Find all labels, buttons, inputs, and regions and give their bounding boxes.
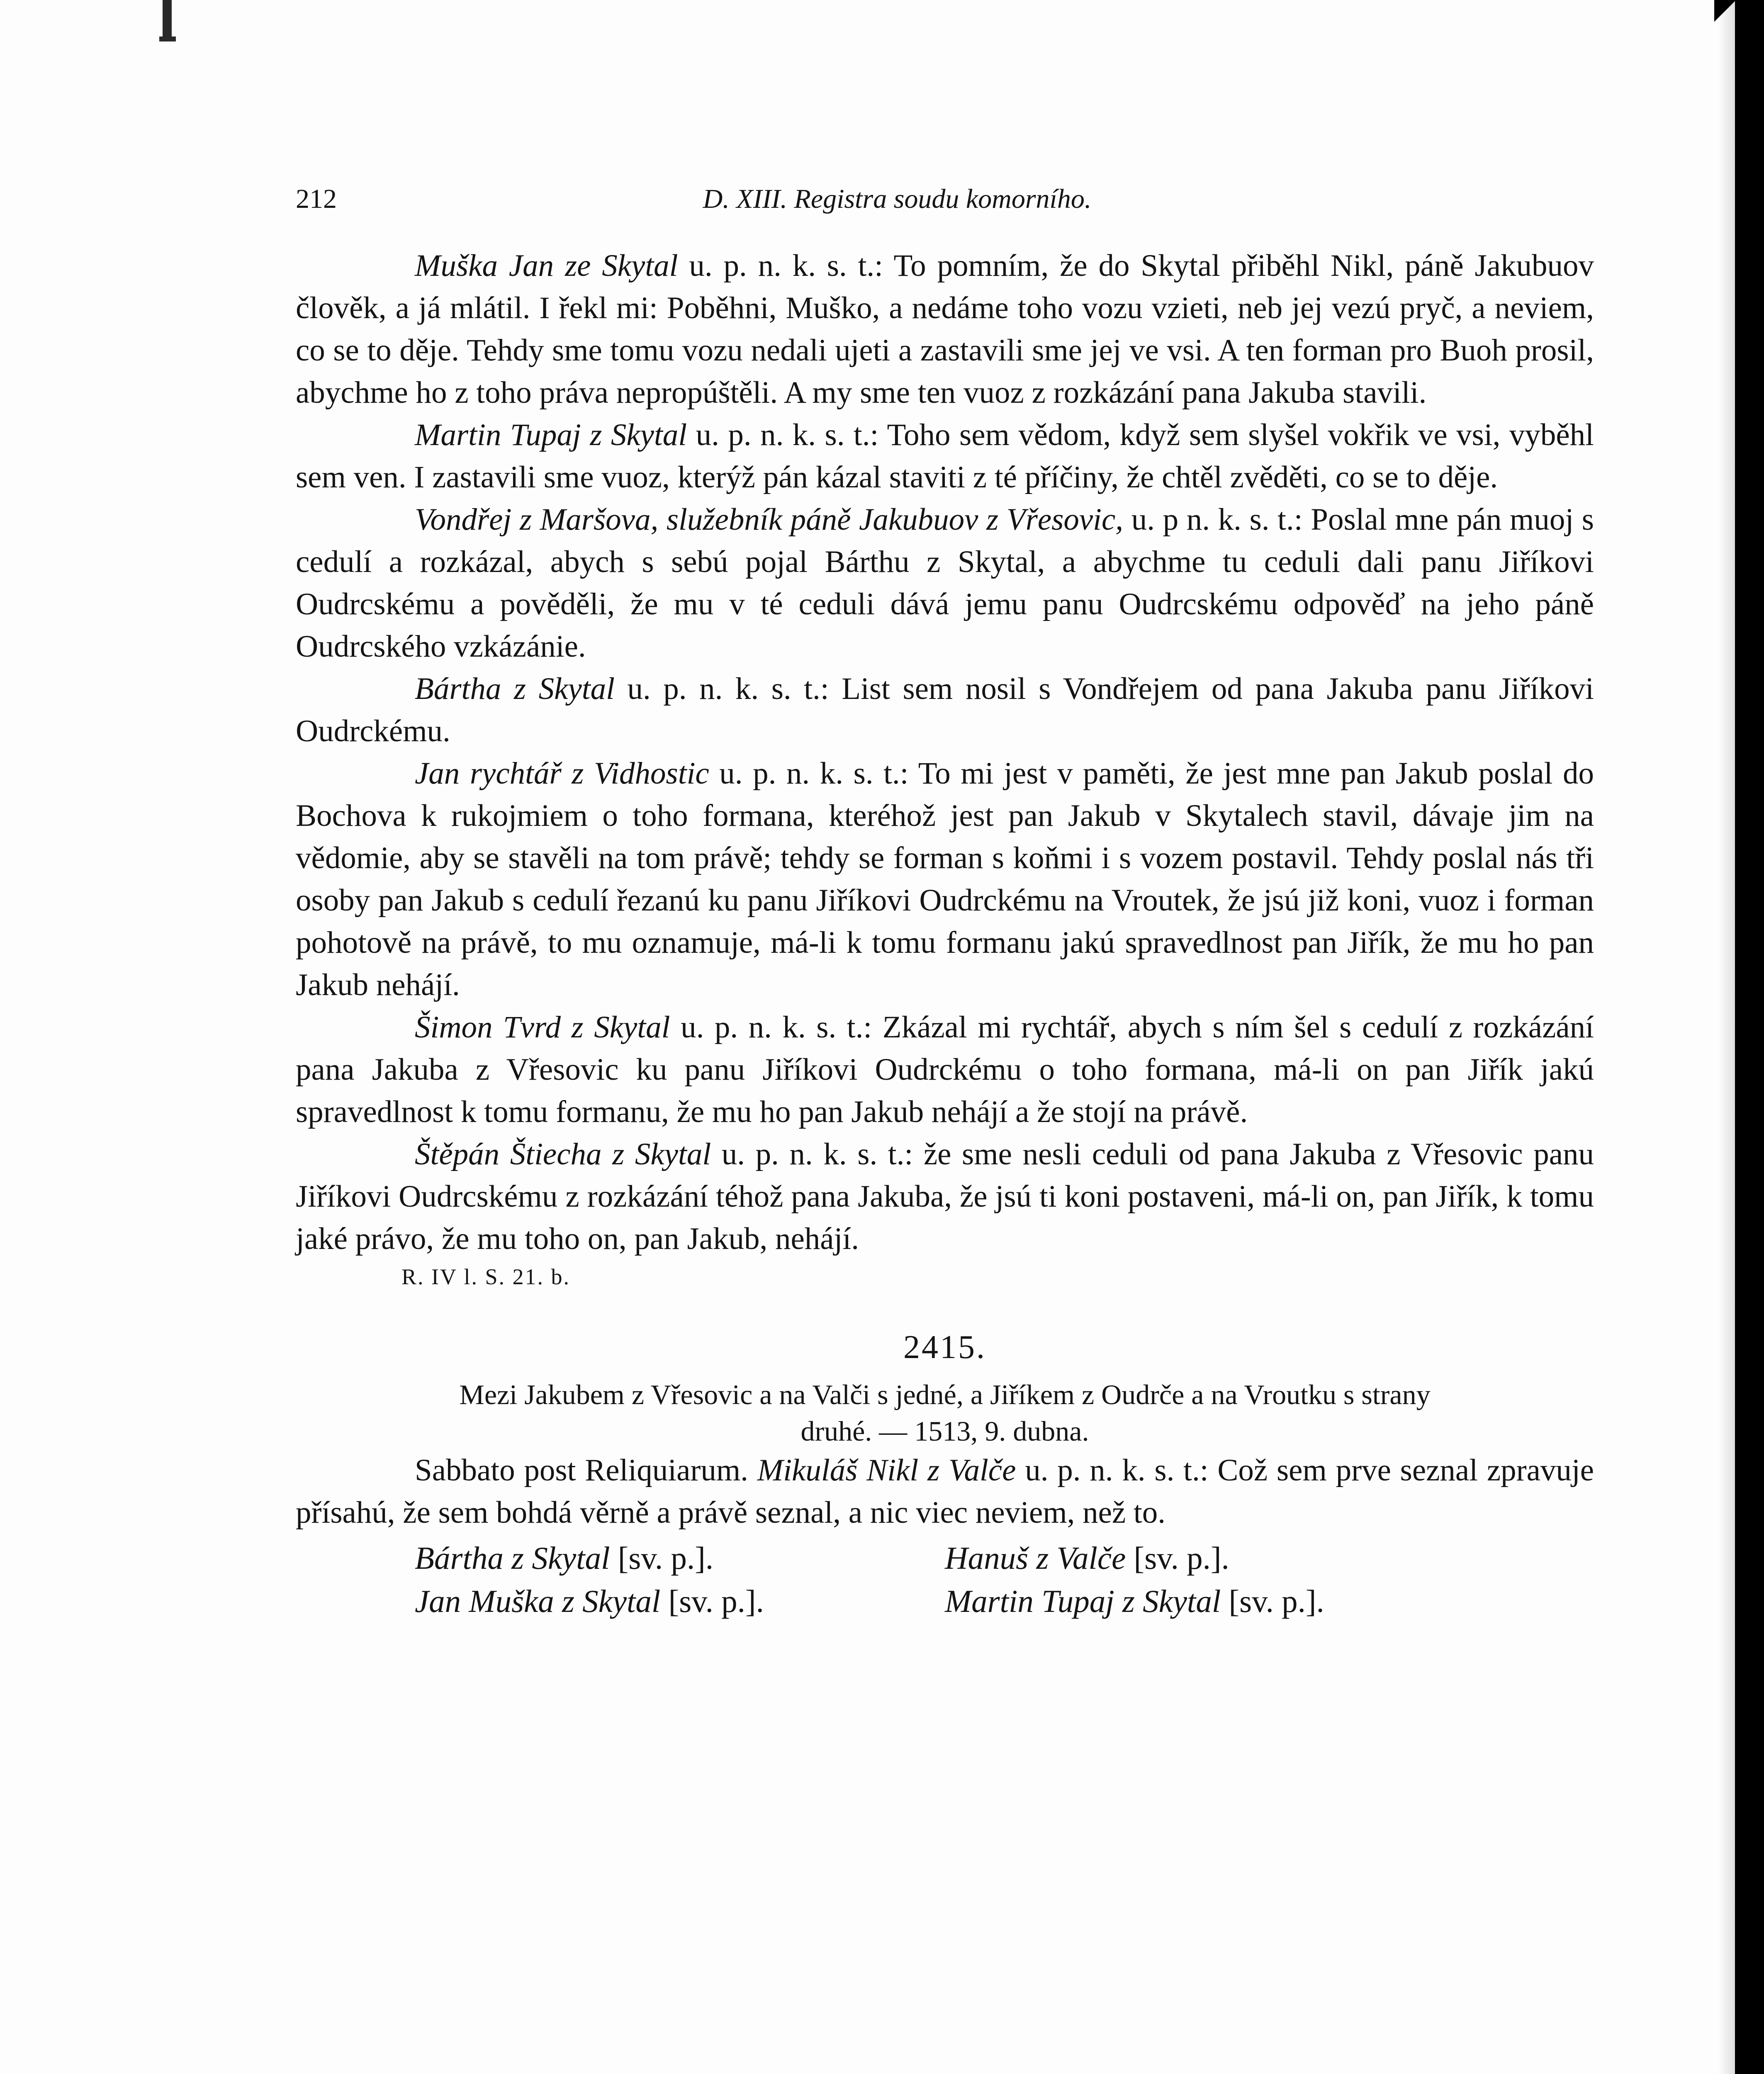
testimony-speaker: Bártha z Skytal (415, 672, 615, 706)
scan-border-right (1735, 0, 1764, 2074)
session-date: Sabbato post Reliquiarum. (415, 1453, 748, 1487)
scan-mark-base (159, 37, 176, 41)
testimony-formula: u. p n. k. s. t.: (1131, 502, 1303, 537)
page-shadow (1718, 0, 1735, 2074)
testimony-speaker: Martin Tupaj z Skytal (415, 418, 687, 452)
testimony-speaker: Vondřej z Maršova, služebník páně Jakubuov z Vřesovic, (415, 502, 1124, 537)
summary-line-1: Mezi Jakubem z Vřesovic a na Valči s jedné, a Jiříkem z Oudrče a na Vroutku s strany (459, 1379, 1431, 1410)
signatory-name: Hanuš z Valče (945, 1540, 1126, 1576)
testimony-speaker: Štěpán Štiecha z Skytal (415, 1137, 711, 1171)
entry-speaker: Mikuláš Nikl z Valče (757, 1453, 1016, 1487)
testimony-paragraph (296, 752, 1594, 1006)
signatory-note: [sv. p.]. (1229, 1583, 1324, 1619)
testimony-formula: u. p. n. k. s. t.: (627, 672, 829, 706)
testimony-paragraph (296, 499, 1594, 668)
testimony-paragraph (296, 1133, 1594, 1260)
running-title: D. XIII. Registra soudu komorního. (703, 184, 1092, 214)
scan-corner (1714, 0, 1739, 29)
signatory-name: Martin Tupaj z Skytal (945, 1583, 1221, 1619)
testimony-speaker: Jan rychtář z Vidhostic (415, 756, 709, 791)
testimony-text: Toho sem vědom, když sem slyšel vokřik ve vsi, vyběhl sem ven. I zastavili sme vuoz, kterýž pán kázal staviti z té příčiny, že chtěl zvěděti, co se to děje. (296, 418, 1594, 494)
testimony-formula: u. p. n. k. s. t.: (719, 756, 909, 791)
signatory-row (296, 1536, 1594, 1580)
testimony-text: To mi jest v paměti, že jest mne pan Jakub poslal do Bochova k rukojmiem o toho formana, kteréhož jest pan Jakub v Skytalech stavil, dávaje jim na vědomie, aby se stavěli na tom právě; tehdy se forman s koňmi i s vozem postavil. Tehdy poslal nás tři osoby pan Jakub s cedulí řezanú ku panu Jiříkovi Oudrckému na Vroutek, že jsú již koni, vuoz i forman pohotově na právě, to mu oznamuje, má-li k tomu formanu jakú spravedlnost pan Jiřík, že mu ho pan Jakub nehájí. (296, 756, 1594, 1002)
testimony-text: Zkázal mi rychtář, abych s ním šel s cedulí z rozkázání pana Jakuba z Vřesovic ku panu Jiříkovi Oudrckému o toho formana, má-li on pan Jiřík jakú spravedlnost k tomu formanu, že mu ho pan Jakub nehájí a že stojí na právě. (296, 1010, 1594, 1129)
entry-paragraph (296, 1449, 1594, 1534)
signatory-row (296, 1580, 1594, 1623)
testimony-speaker: Muška Jan ze Skytal (415, 248, 678, 283)
testimony-formula: u. p. n. k. s. t.: (696, 418, 879, 452)
entry-formula: u. p. n. k. s. t.: (1025, 1453, 1209, 1487)
page-number: 212 (296, 184, 337, 214)
page-header (296, 174, 1499, 224)
signatory (296, 1580, 945, 1623)
signatory (945, 1536, 1476, 1580)
signatory (296, 1536, 945, 1580)
signatory-name: Bártha z Skytal (415, 1540, 610, 1576)
testimony-paragraph (296, 668, 1594, 752)
scan-mark (163, 0, 172, 39)
signatory-name: Jan Muška z Skytal (415, 1583, 661, 1619)
entry-number: 2415. (903, 1329, 986, 1366)
entry-summary (312, 1376, 1577, 1449)
body-text (296, 245, 1594, 1623)
signatory-note: [sv. p.]. (618, 1540, 713, 1576)
testimony-text: Poslal mne pán muoj s cedulí a rozkázal, abych s sebú pojal Bárthu z Skytal, a abychme tu ceduli dali panu Jiříkovi Oudrcskému a pověděli, že mu v té ceduli dává jemu panu Oudrcskému odpověď na jeho páně Oudrcského vzkázánie. (296, 502, 1594, 664)
summary-line-2: druhé. — 1513, 9. dubna. (800, 1415, 1089, 1447)
testimony-text: To pomním, že do Skytal přiběhl Nikl, páně Jakubuov člověk, a já mlátil. I řekl mi: Poběhni, Muško, a nedáme toho vozu vzieti, neb jej vezú pryč, a neviem, co se to děje. Tehdy sme tomu vozu nedali ujeti a zastavili sme jej ve vsi. A ten forman pro Buoh prosil, abychme ho z toho práva nepropúštěli. A my sme ten vuoz z rozkázání pana Jakuba stavili. (296, 248, 1594, 410)
testimony-paragraph (296, 1006, 1594, 1133)
testimony-text: List sem nosil s Vondřejem od pana Jakuba panu Jiříkovi Oudrckému. (296, 672, 1594, 748)
testimony-formula: u. p. n. k. s. t.: (721, 1137, 913, 1171)
testimony-formula: u. p. n. k. s. t.: (681, 1010, 872, 1044)
testimony-text: že sme nesli ceduli od pana Jakuba z Vřesovic panu Jiříkovi Oudrcskému z rozkázání téhož pana Jakuba, že jsú ti koni postaveni, má-li on, pan Jiřík, k tomu jaké právo, že mu toho on, pan Jakub, nehájí. (296, 1137, 1594, 1256)
testimony-speaker: Šimon Tvrd z Skytal (415, 1010, 670, 1044)
signatory (945, 1580, 1476, 1623)
signatory-note: [sv. p.]. (1134, 1540, 1229, 1576)
testimony-paragraph (296, 414, 1594, 499)
testimony-paragraph (296, 245, 1594, 414)
entry-text: Což sem prve seznal zpravuje přísahú, že sem bohdá věrně a právě seznal, a nic viec neviem, než to. (296, 1453, 1594, 1530)
signatories (296, 1536, 1594, 1623)
source-reference: R. IV l. S. 21. b. (401, 1264, 571, 1289)
testimony-formula: u. p. n. k. s. t.: (689, 248, 883, 283)
signatory-note: [sv. p.]. (668, 1583, 764, 1619)
